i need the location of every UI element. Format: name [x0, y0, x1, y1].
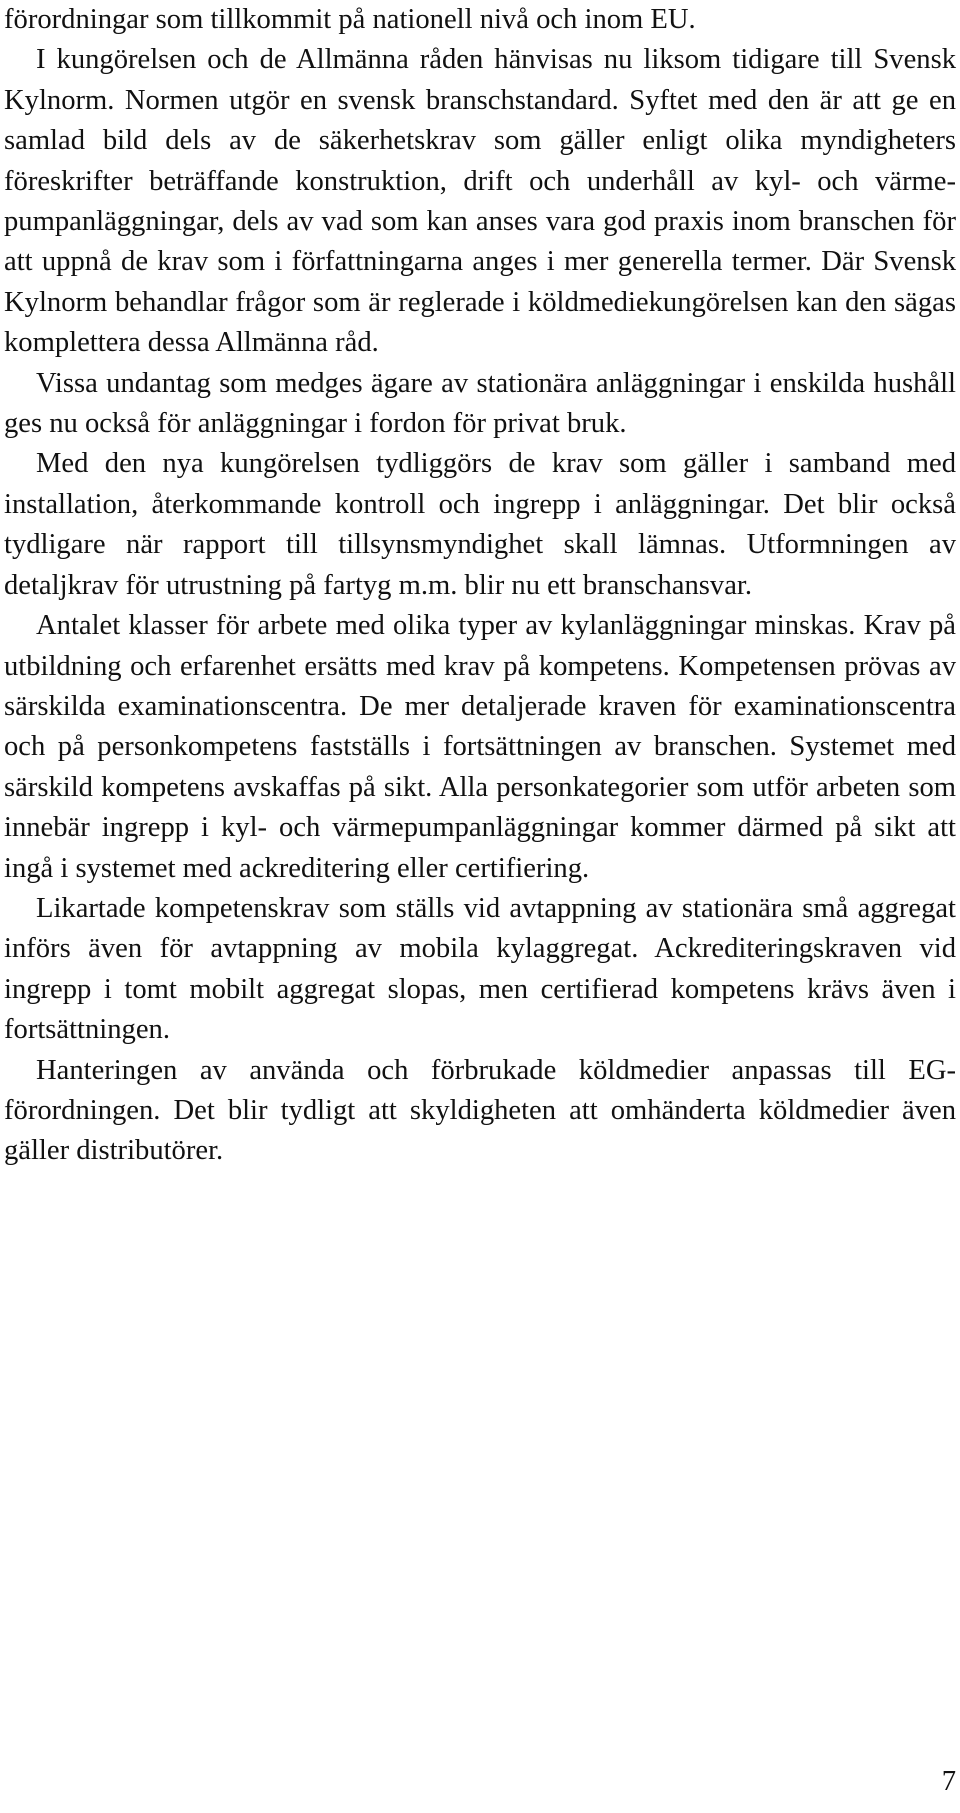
- paragraph-1: förordningar som tillkommit på nationell nivå och inom EU.: [4, 4, 696, 35]
- paragraph-3: Vissa undantag som medges ägare av stationära anläggningar i enskilda hushåll ges nu också för anläggningar i fordon för privat bruk.: [4, 367, 956, 440]
- document-body: [4, 0, 956, 1172]
- paragraph-4: Med den nya kungörelsen tydliggörs de krav som gäller i samband med installation, återkommande kontroll och ingrepp i anläggningar. Det blir också tydligare när rapport till tillsynsmyndighet skall lämnas. Utformningen av detaljkrav för utrustning på fartyg m.m. blir nu ett branschansvar.: [4, 448, 956, 601]
- paragraph-7: Hanteringen av använda och förbrukade köldmedier anpassas till EG-förordningen. Det blir tydligt att skyldigheten att omhänderta köldmedier även gäller distributörer.: [4, 1054, 956, 1167]
- paragraph-2: I kungörelsen och de Allmänna råden hänvisas nu liksom tidigare till Svensk Kylnorm. Normen utgör en svensk branschstandard. Syftet med den är att ge en samlad bild dels av de säkerhetskrav som gäller enligt olika myndigheters föreskrifter beträffande konstruktion, drift och underhåll av kyl- och värmepumpanläggningar, dels av vad som kan anses vara god praxis inom branschen för att uppnå de krav som i författningarna anges i mer generella termer. Där Svensk Kylnorm behandlar frågor som är reglerade i köldmediekungörelsen kan den sägas komplettera dessa Allmänna råd.: [4, 44, 956, 359]
- paragraph-6: Likartade kompetenskrav som ställs vid avtappning av stationära små aggregat införs även för avtappning av mobila kylaggregat. Ackrediteringskraven vid ingrepp i tomt mobilt aggregat slopas, men certifierad kompetens krävs även i fortsättningen.: [4, 892, 956, 1046]
- paragraph-5: Antalet klasser för arbete med olika typer av kylanläggningar minskas. Krav på utbildning och erfarenhet ersätts med krav på kompetens. Kompetensen prövas av särskilda examinationscentra. De mer detaljerade kraven för examinationscentra och på personkompetens fastställs i fortsättningen av branschen. Systemet med särskild kompetens avskaffas på sikt. Alla personkategorier som utför arbeten som innebär ingrepp i kyl- och värmepumpanläggningar kommer därmed på sikt att ingå i systemet med ackreditering eller certifiering.: [4, 610, 956, 884]
- page-number: 7: [941, 1766, 956, 1797]
